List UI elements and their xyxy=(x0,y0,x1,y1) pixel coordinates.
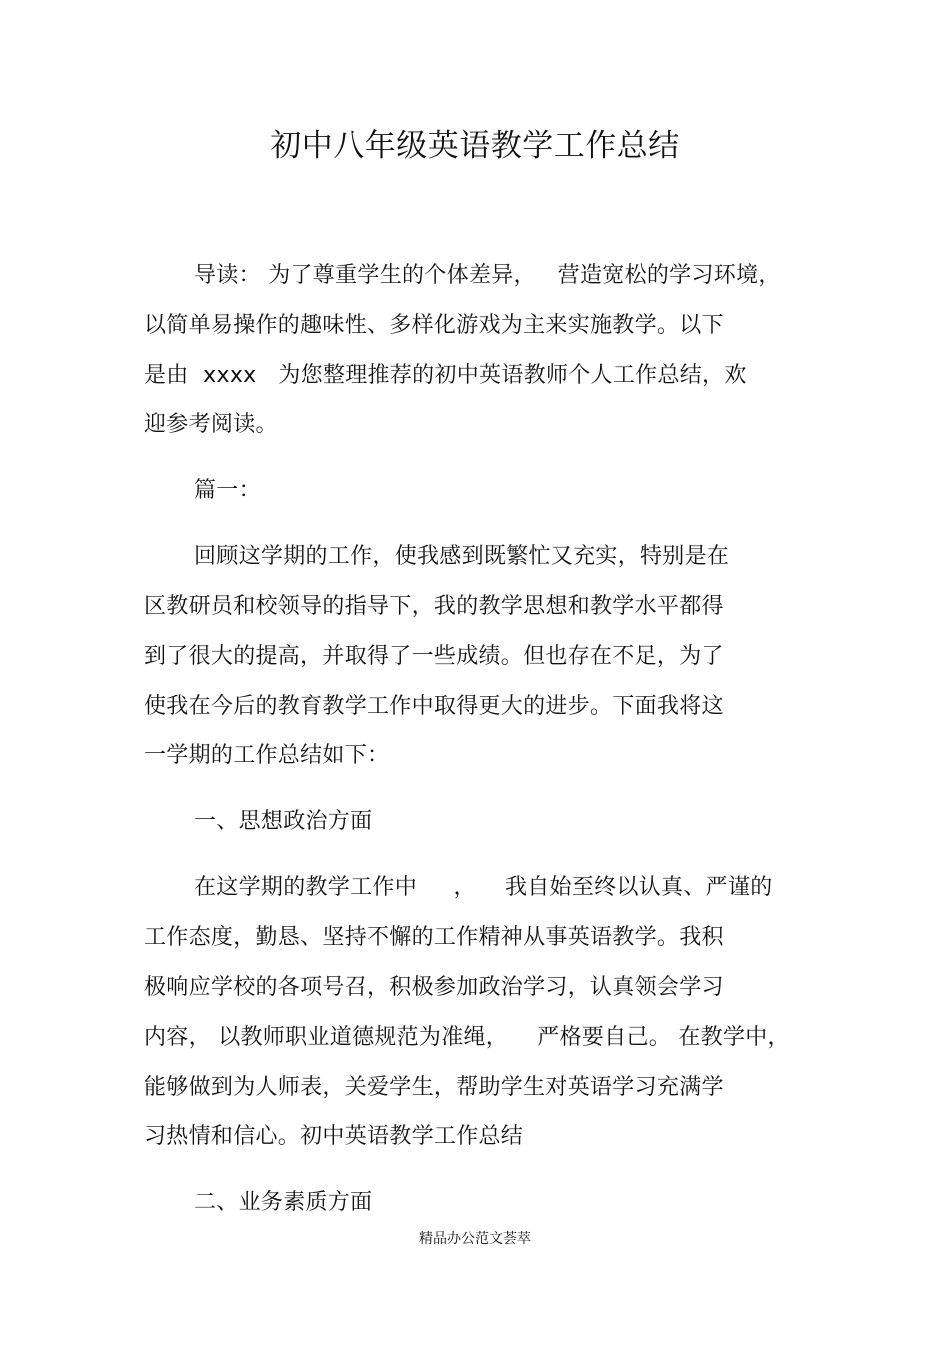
intro-line-4: 迎参考阅读。 xyxy=(144,412,278,437)
page-footer: 精品办公范文荟萃 xyxy=(419,1231,531,1247)
intro-line-1: 导读： 为了尊重学生的个体差异， 营造宽松的学习环境， xyxy=(194,263,781,288)
part-label: 篇一： xyxy=(194,478,261,503)
paragraph2-line-6: 习热情和信心。初中英语教学工作总结 xyxy=(144,1124,524,1149)
intro-line-3: 是由 xxxx 为您整理推荐的初中英语教师个人工作总结，欢 xyxy=(144,363,747,388)
paragraph2-line-4: 内容， 以教师职业道德规范为准绳， 严格要自己。 在教学中， xyxy=(144,1025,790,1050)
paragraph2-line-2: 工作态度，勤恳、坚持不懈的工作精神从事英语教学。我积 xyxy=(144,925,724,950)
paragraph2-line-3: 极响应学校的各项号召，积极参加政治学习，认真领会学习 xyxy=(144,975,724,1000)
intro-line-2: 以简单易操作的趣味性、多样化游戏为主来实施教学。以下 xyxy=(144,313,724,338)
section1-heading: 一、思想政治方面 xyxy=(194,809,373,834)
paragraph1-line-5: 一学期的工作总结如下： xyxy=(144,743,390,768)
document-title: 初中八年级英语教学工作总结 xyxy=(270,128,680,164)
paragraph2-line-5: 能够做到为人师表，关爱学生，帮助学生对英语学习充满学 xyxy=(144,1075,724,1100)
paragraph1-line-3: 到了很大的提高，并取得了一些成绩。但也存在不足，为了 xyxy=(144,644,724,669)
paragraph1-line-1: 回顾这学期的工作，使我感到既繁忙又充实，特别是在 xyxy=(194,544,730,569)
section2-heading: 二、业务素质方面 xyxy=(194,1190,373,1215)
paragraph1-line-4: 使我在今后的教育教学工作中取得更大的进步。下面我将这 xyxy=(144,694,724,719)
paragraph2-line-1: 在这学期的教学工作中 ， 我自始至终以认真、严谨的 xyxy=(194,875,773,900)
paragraph1-line-2: 区教研员和校领导的指导下，我的教学思想和教学水平都得 xyxy=(144,594,724,619)
